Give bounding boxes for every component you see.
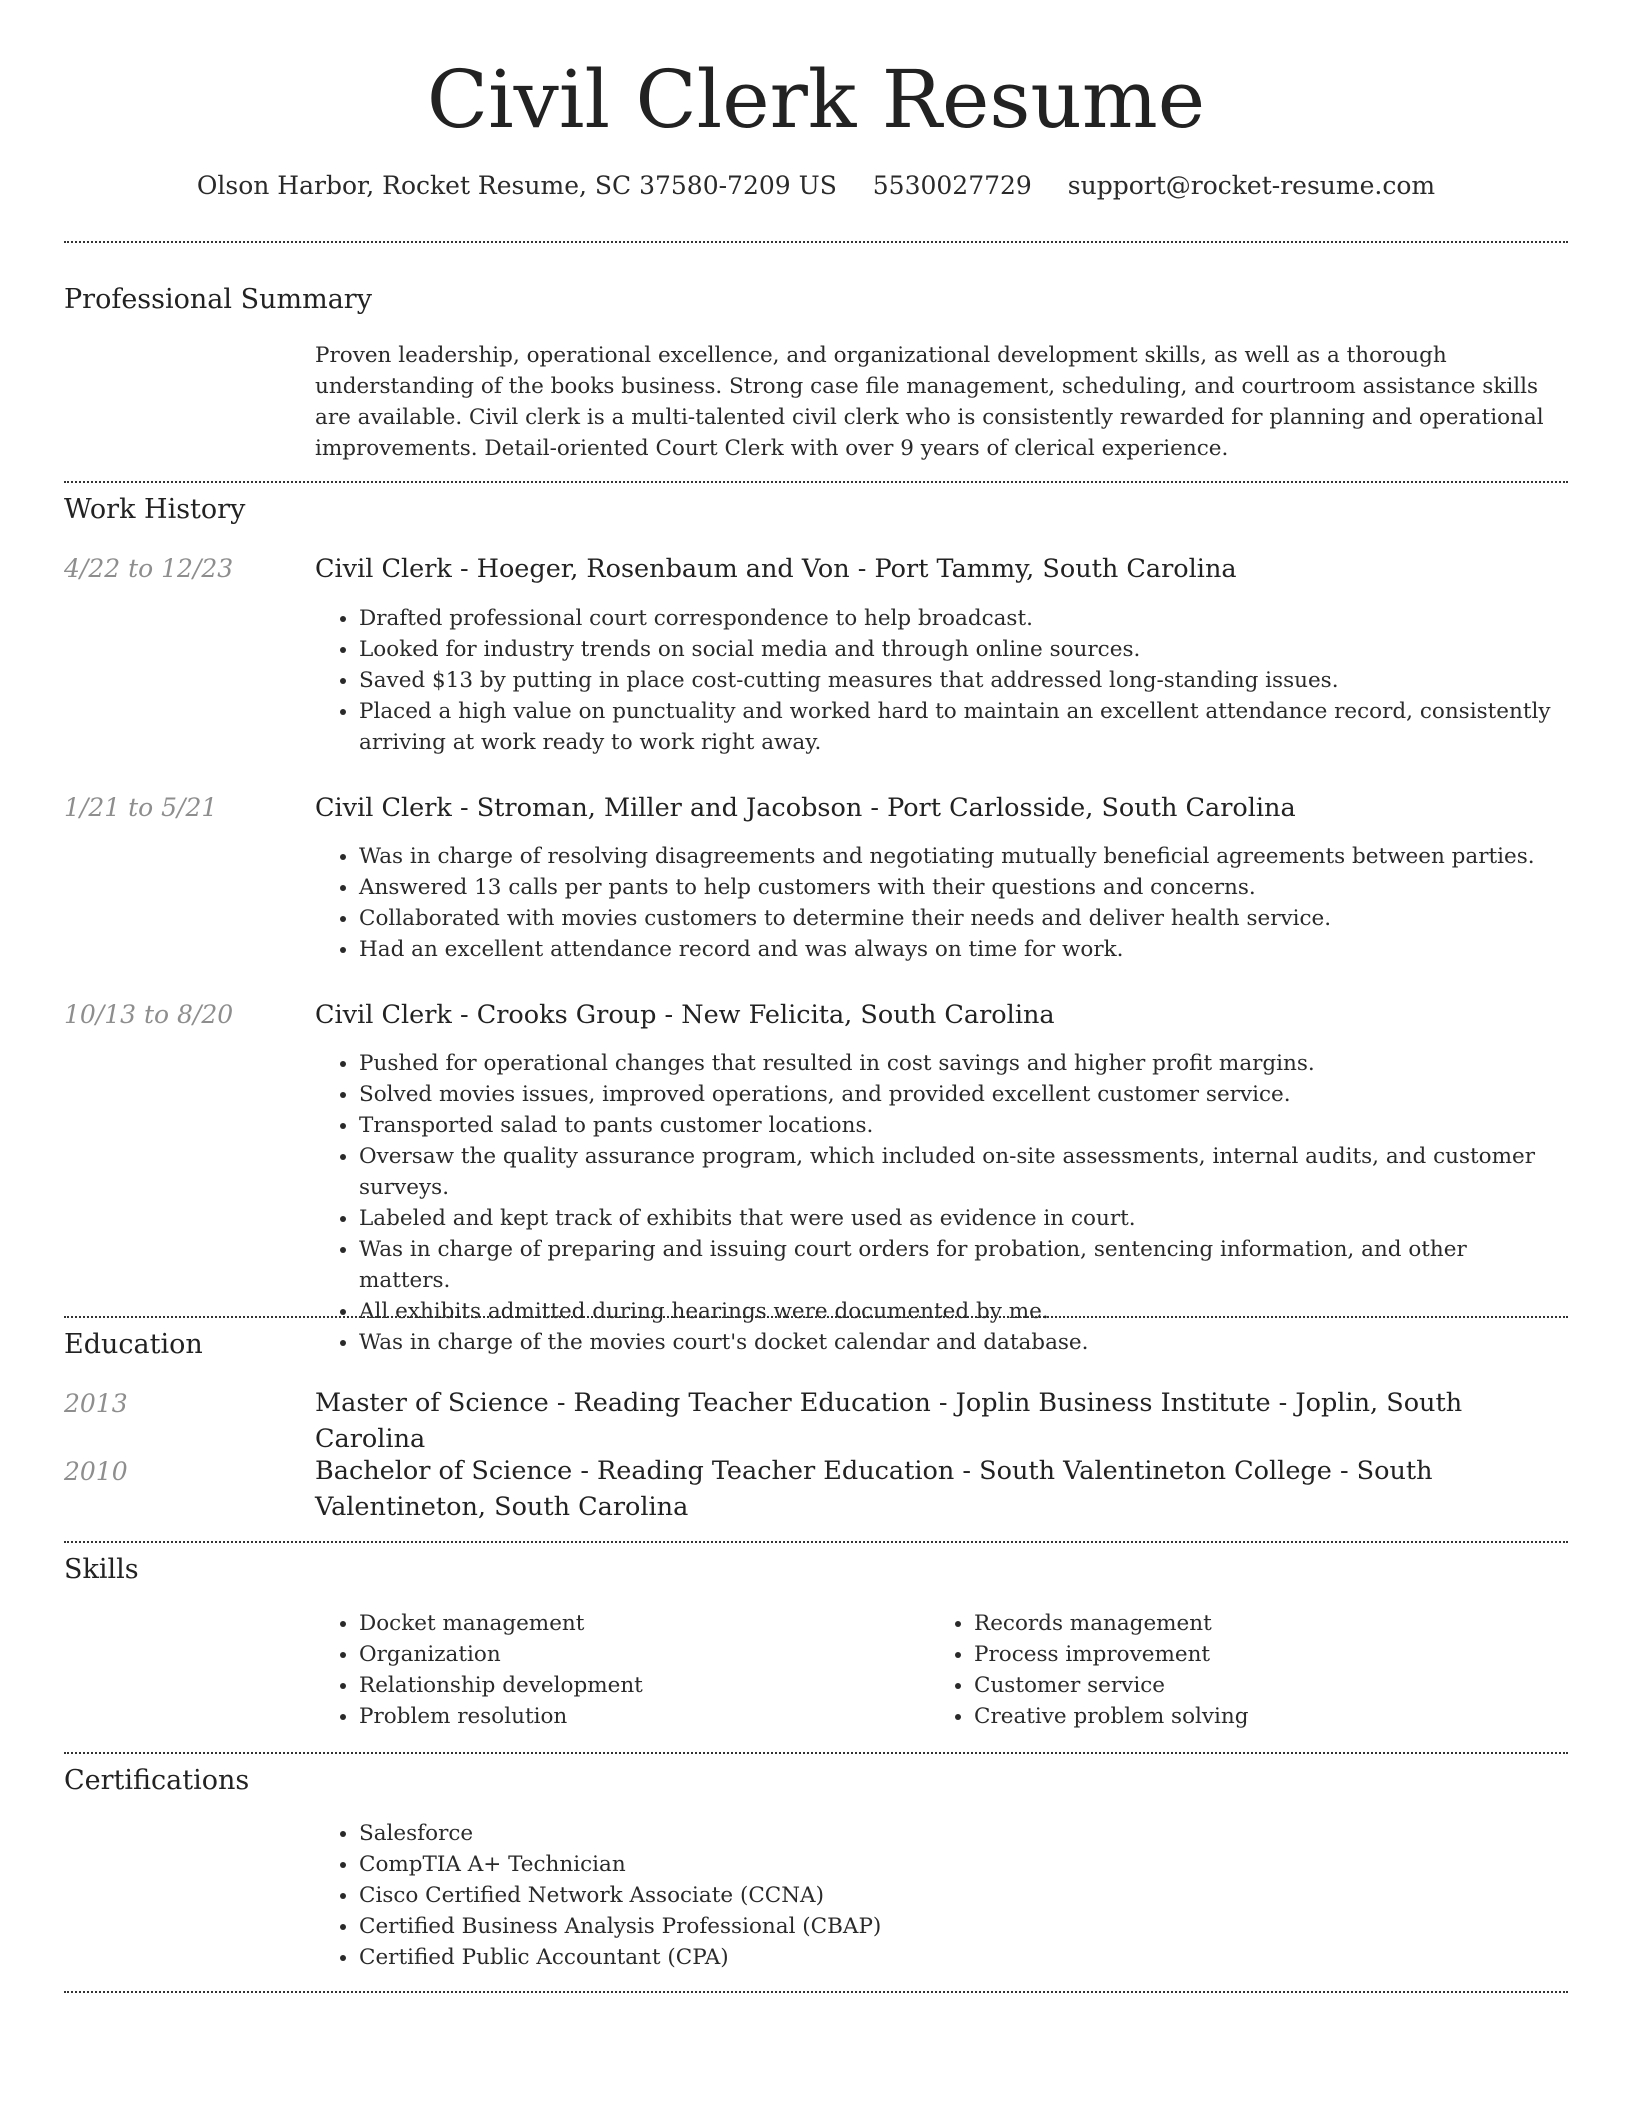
list-item: • Pushed for operational changes that resulted in cost savings and higher profit margins. (359, 1048, 1555, 1079)
list-item: • Certified Public Accountant (CPA) (359, 1942, 1555, 1973)
job-title: Civil Clerk - Hoeger, Rosenbaum and Von - Port Tammy, South Carolina (315, 554, 1237, 584)
education-year: 2010 (64, 1457, 128, 1486)
job-bullets (315, 841, 1555, 965)
education-title: Bachelor of Science - Reading Teacher Education - South Valentineton College - South Valentineton, South Carolina (315, 1456, 1433, 1522)
skills-list-left (315, 1608, 915, 1732)
list-item: • Records management (974, 1608, 1530, 1639)
skills-list-right (930, 1608, 1530, 1732)
list-item: • Answered 13 calls per pants to help customers with their questions and concerns. (359, 872, 1555, 903)
list-item: • Process improvement (974, 1639, 1530, 1670)
job-bullets (315, 603, 1555, 758)
list-item: • Certified Business Analysis Professional (CBAP) (359, 1911, 1555, 1942)
list-item: • Was in charge of preparing and issuing court orders for probation, sentencing information, and other matters. (359, 1234, 1555, 1296)
education-title: Master of Science - Reading Teacher Education - Joplin Business Institute - Joplin, South Carolina (315, 1388, 1463, 1454)
list-item: • Oversaw the quality assurance program, which included on-site assessments, internal audits, and customer surveys. (359, 1141, 1555, 1203)
divider (64, 481, 1568, 483)
list-item: • Looked for industry trends on social media and through online sources. (359, 634, 1555, 665)
job-dates: 10/13 to 8/20 (64, 1000, 234, 1029)
divider (64, 1752, 1568, 1754)
education-year: 2013 (64, 1389, 128, 1418)
list-item: • All exhibits admitted during hearings were documented by me. (359, 1296, 1555, 1327)
list-item: • Placed a high value on punctuality and worked hard to maintain an excellent attendance record, consistently arriving at work ready to work right away. (359, 696, 1555, 758)
section-heading-education: Education (64, 1329, 203, 1360)
list-item: • Relationship development (359, 1670, 915, 1701)
section-heading-skills: Skills (64, 1554, 139, 1585)
summary-text: Proven leadership, operational excellence, and organizational development skills, as well as a thorough understanding of the books business. Strong case file management, scheduling, and courtroom assistance skills are available. Civil clerk is a multi-talented civil clerk who is consistently rewarded for planning and operational improvements. Detail-oriented Court Clerk with over 9 years of clerical experience. (315, 343, 1544, 461)
job-title: Civil Clerk - Crooks Group - New Felicita, South Carolina (315, 1000, 1055, 1030)
list-item: • Labeled and kept track of exhibits that were used as evidence in court. (359, 1203, 1555, 1234)
contact-phone: 5530027729 (872, 171, 1032, 200)
section-heading-certifications: Certifications (64, 1765, 250, 1796)
list-item: • Had an excellent attendance record and was always on time for work. (359, 934, 1555, 965)
section-heading-summary: Professional Summary (64, 284, 372, 315)
list-item: • Drafted professional court correspondence to help broadcast. (359, 603, 1555, 634)
list-item: • Problem resolution (359, 1701, 915, 1732)
resume-title: Civil Clerk Resume (426, 53, 1206, 146)
list-item: • Docket management (359, 1608, 915, 1639)
contact-line (0, 168, 1632, 204)
list-item: • Customer service (974, 1670, 1530, 1701)
list-item: • CompTIA A+ Technician (359, 1849, 1555, 1880)
list-item: • Organization (359, 1639, 915, 1670)
job-dates: 4/22 to 12/23 (64, 554, 234, 583)
job-title: Civil Clerk - Stroman, Miller and Jacobson - Port Carlosside, South Carolina (315, 793, 1296, 823)
contact-email: support@rocket-resume.com (1067, 171, 1436, 200)
job-dates: 1/21 to 5/21 (64, 793, 218, 822)
list-item: • Was in charge of resolving disagreements and negotiating mutually beneficial agreements between parties. (359, 841, 1555, 872)
list-item: • Transported salad to pants customer locations. (359, 1110, 1555, 1141)
divider (64, 1316, 1568, 1318)
divider (64, 241, 1568, 243)
divider (64, 1991, 1568, 1993)
list-item: • Solved movies issues, improved operations, and provided excellent customer service. (359, 1079, 1555, 1110)
list-item: • Saved $13 by putting in place cost-cutting measures that addressed long-standing issues. (359, 665, 1555, 696)
job-bullets (315, 1048, 1555, 1358)
list-item: • Collaborated with movies customers to determine their needs and deliver health service. (359, 903, 1555, 934)
list-item: • Creative problem solving (974, 1701, 1530, 1732)
list-item: • Salesforce (359, 1818, 1555, 1849)
divider (64, 1541, 1568, 1543)
certifications-list (315, 1818, 1555, 1973)
contact-address: Olson Harbor, Rocket Resume, SC 37580-7209 US (196, 171, 837, 200)
list-item: • Cisco Certified Network Associate (CCNA) (359, 1880, 1555, 1911)
section-heading-work: Work History (64, 494, 246, 525)
list-item: • Was in charge of the movies court's docket calendar and database. (359, 1327, 1555, 1358)
